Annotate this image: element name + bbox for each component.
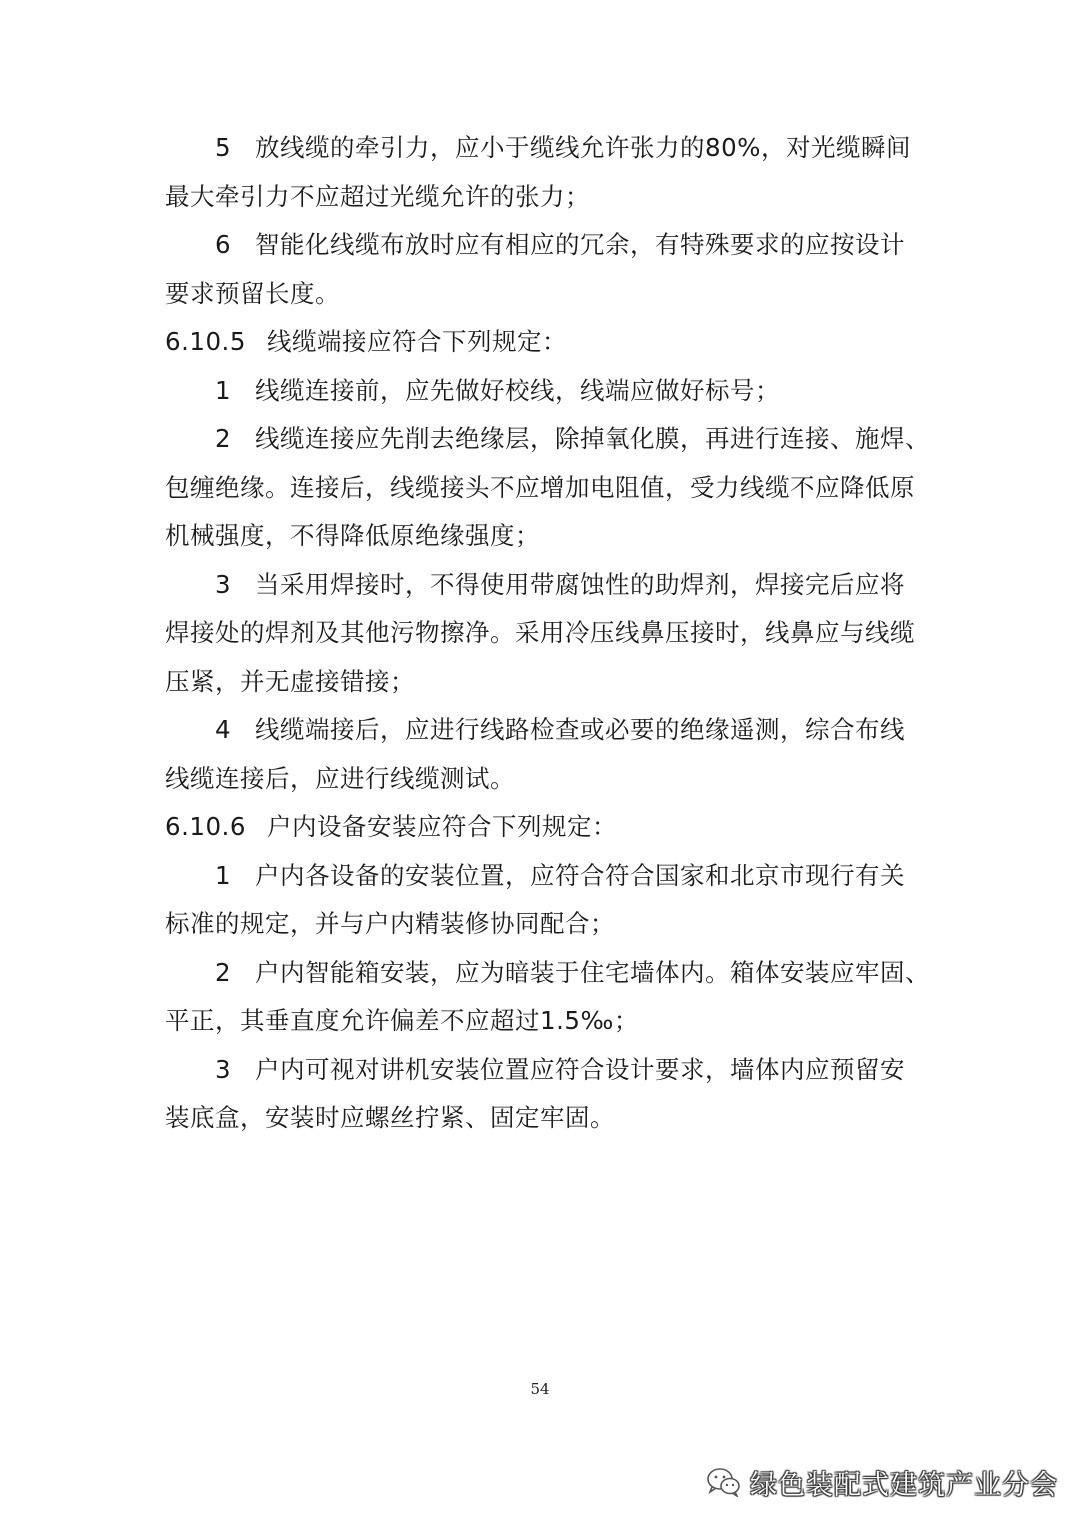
- item-number: 6: [215, 230, 232, 259]
- body-text: [165, 124, 930, 1143]
- line-text: 户内各设备的安装位置，应符合符合国家和北京市现行有关: [255, 860, 905, 890]
- text-line: [165, 997, 915, 1046]
- text-line: [165, 755, 915, 804]
- item-number: 1: [215, 375, 232, 405]
- text-line: [165, 949, 930, 998]
- page-number: 54: [530, 1380, 550, 1398]
- line-text: 户内智能箱安装，应为暗装于住宅墙体内。箱体安装应牢固、: [255, 957, 930, 987]
- line-text: 装底盒，安装时应螺丝拧紧、固定牢固。: [165, 1103, 615, 1132]
- line-text: 放线缆的牵引力，应小于缆线允许张力的80%，对光缆瞬间: [255, 133, 911, 162]
- text-line: [165, 270, 915, 319]
- line-text: 压紧，并无虚接错接；: [165, 666, 415, 696]
- line-text: 户内可视对讲机安装位置应符合设计要求，墙体内应预留安: [255, 1054, 905, 1084]
- text-line: [165, 852, 915, 901]
- text-line: [165, 512, 915, 561]
- line-text: 要求预留长度。: [165, 278, 340, 308]
- wechat-icon: [706, 1467, 742, 1497]
- text-line: [165, 658, 915, 707]
- text-line: [165, 1094, 915, 1143]
- line-text: 包缠绝缘。连接后，线缆接头不应增加电阻值，受力线缆不应降低原: [165, 472, 915, 502]
- item-number: 3: [215, 569, 232, 599]
- item-number: 2: [215, 957, 232, 987]
- section-heading: [165, 803, 915, 852]
- line-text: 标准的规定，并与户内精装修协同配合；: [165, 909, 615, 938]
- section-number: 6.10.6: [165, 812, 246, 841]
- line-text: 线缆端接后，应进行线路检查或必要的绝缘遥测，综合布线: [255, 715, 905, 744]
- section-number: 6.10.5: [165, 327, 246, 356]
- line-text: 线缆连接前，应先做好校线，线端应做好标号；: [255, 375, 780, 405]
- line-text: 机械强度，不得降低原绝缘强度；: [165, 521, 540, 550]
- item-number: 3: [215, 1054, 232, 1084]
- text-line: [165, 367, 915, 416]
- item-number: 2: [215, 424, 232, 453]
- text-line: [165, 900, 915, 949]
- text-line: [165, 609, 915, 658]
- line-text: 当采用焊接时，不得使用带腐蚀性的助焊剂，焊接完后应将: [255, 569, 905, 599]
- line-text: 智能化线缆布放时应有相应的冗余，有特殊要求的应按设计: [255, 230, 905, 259]
- text-line: [165, 415, 930, 464]
- text-line: [165, 561, 915, 610]
- item-number: 1: [215, 860, 232, 890]
- section-heading: [165, 318, 915, 367]
- section-title: 线缆端接应符合下列规定：: [267, 327, 567, 356]
- item-number: 5: [215, 133, 232, 162]
- text-line: [165, 221, 915, 270]
- text-line: [165, 124, 915, 173]
- text-line: [165, 464, 915, 513]
- line-text: 线缆连接后，应进行线缆测试。: [165, 763, 515, 793]
- line-text: 焊接处的焊剂及其他污物擦净。采用冷压线鼻压接时，线鼻应与线缆: [165, 618, 915, 647]
- text-line: [165, 1046, 915, 1095]
- line-text: 线缆连接应先削去绝缘层，除掉氧化膜，再进行连接、施焊、: [255, 424, 930, 453]
- line-text: 最大牵引力不应超过光缆允许的张力；: [165, 181, 590, 211]
- watermark-text: 绿色装配式建筑产业分会: [750, 1469, 1058, 1501]
- section-title: 户内设备安装应符合下列规定：: [267, 812, 617, 841]
- watermark: [706, 1460, 1058, 1504]
- line-text: 平正，其垂直度允许偏差不应超过1.5‰；: [165, 1006, 639, 1035]
- text-line: [165, 173, 915, 222]
- item-number: 4: [215, 715, 232, 744]
- text-line: [165, 706, 915, 755]
